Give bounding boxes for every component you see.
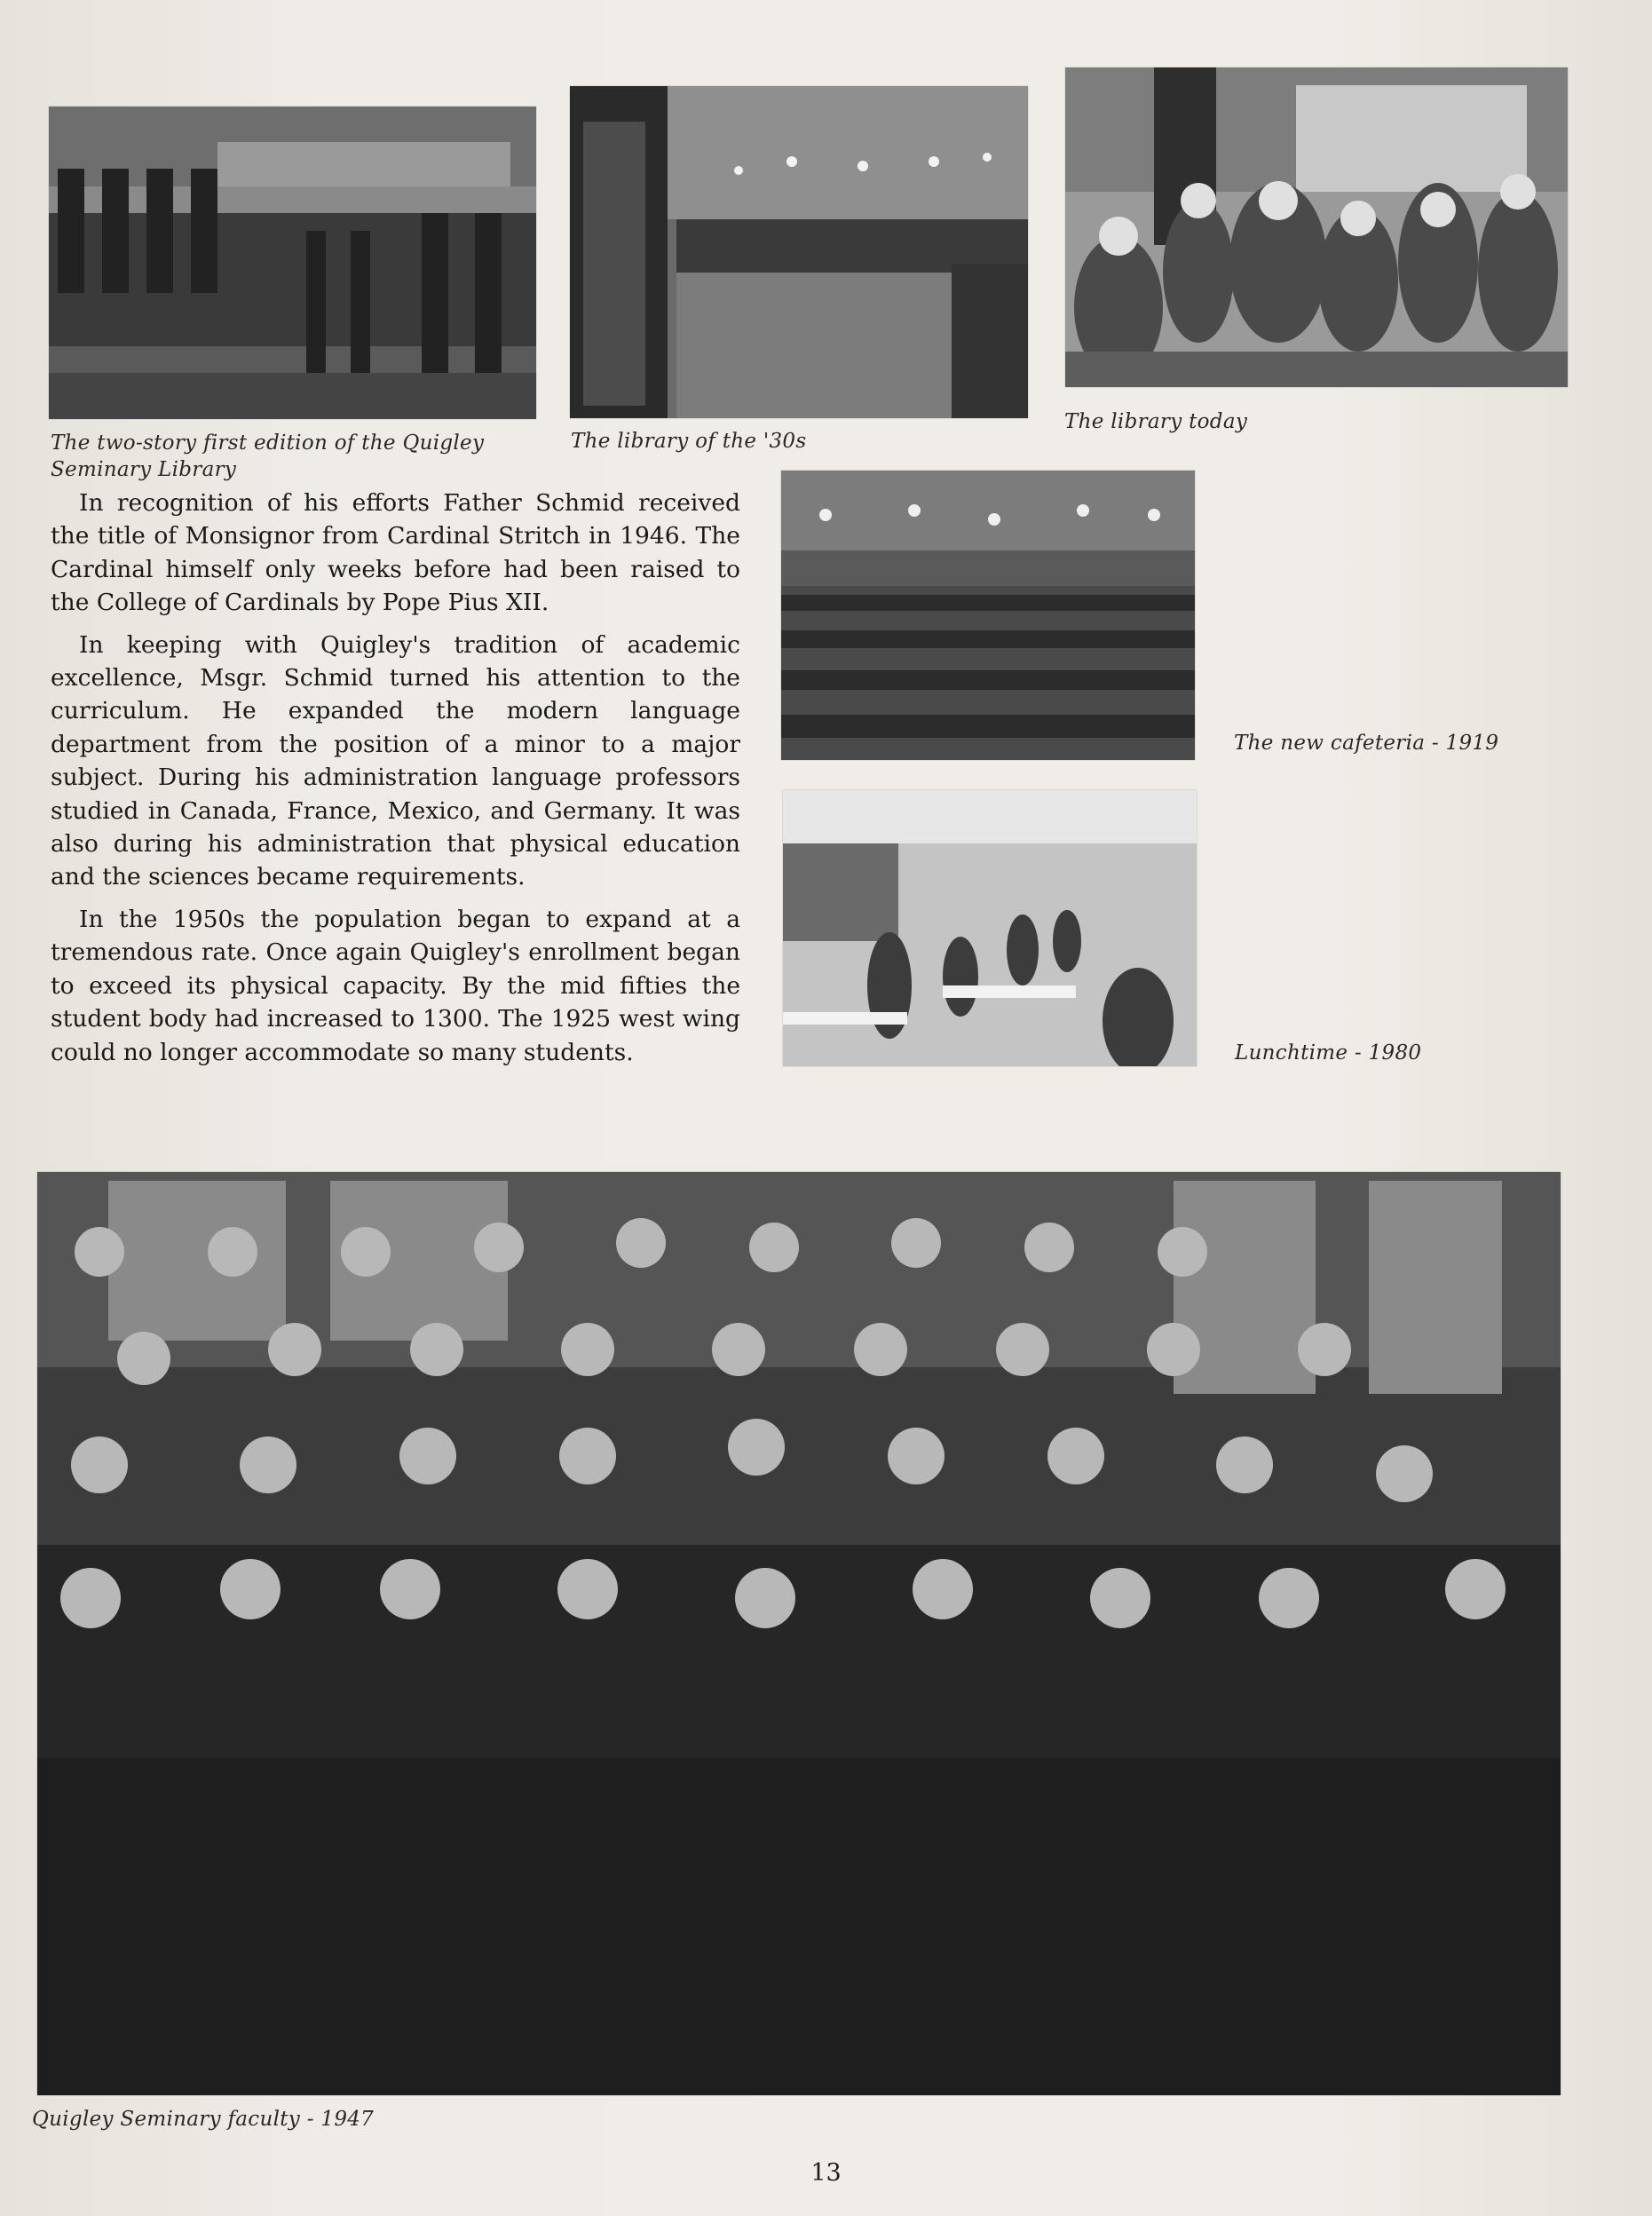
photo-faculty-1947: [37, 1172, 1561, 2095]
caption-lunchtime-1980: Lunchtime - 1980: [1235, 1041, 1422, 1064]
caption-cafeteria-1919: The new cafeteria - 1919: [1234, 732, 1499, 755]
photo-lunchtime-1980: [783, 790, 1197, 1066]
caption-first-edition-library: The two-story first edition of the Quigley Seminary Library: [51, 431, 485, 481]
caption-library-today: The library today: [1064, 410, 1248, 433]
caption-library-30s: The library of the '30s: [571, 430, 807, 453]
article-body: [51, 487, 740, 1078]
photo-library-today: [1065, 67, 1568, 387]
paragraph-1: In recognition of his efforts Father Schmid received the title of Monsignor from Cardinal Stritch in 1946. The Cardinal himself only weeks before had been raised to the College of Cardinals by Pope Pius XII.: [51, 489, 740, 617]
paragraph-2: In keeping with Quigley's tradition of academic excellence, Msgr. Schmid turned his attention to the curriculum. He expanded the modern language department from the position of a minor to a major subject. During his administration language professors studied in Canada, France, Mexico, and Germany. It was also during his administration that physical education and the sciences became requirements.: [51, 630, 740, 891]
photo-first-edition-library: [49, 107, 536, 419]
photo-cafeteria-1919: [781, 471, 1195, 760]
photo-library-30s: [570, 86, 1028, 418]
caption-faculty-1947: Quigley Seminary faculty - 1947: [32, 2108, 375, 2131]
paragraph-3: In the 1950s the population began to expand at a tremendous rate. Once again Quigley's enrollment began to exceed its physical capacity. By the mid fifties the student body had increased to 1300. The 1925 west wing could no longer accommodate so many students.: [51, 905, 740, 1066]
page-number: 13: [810, 2159, 842, 2187]
